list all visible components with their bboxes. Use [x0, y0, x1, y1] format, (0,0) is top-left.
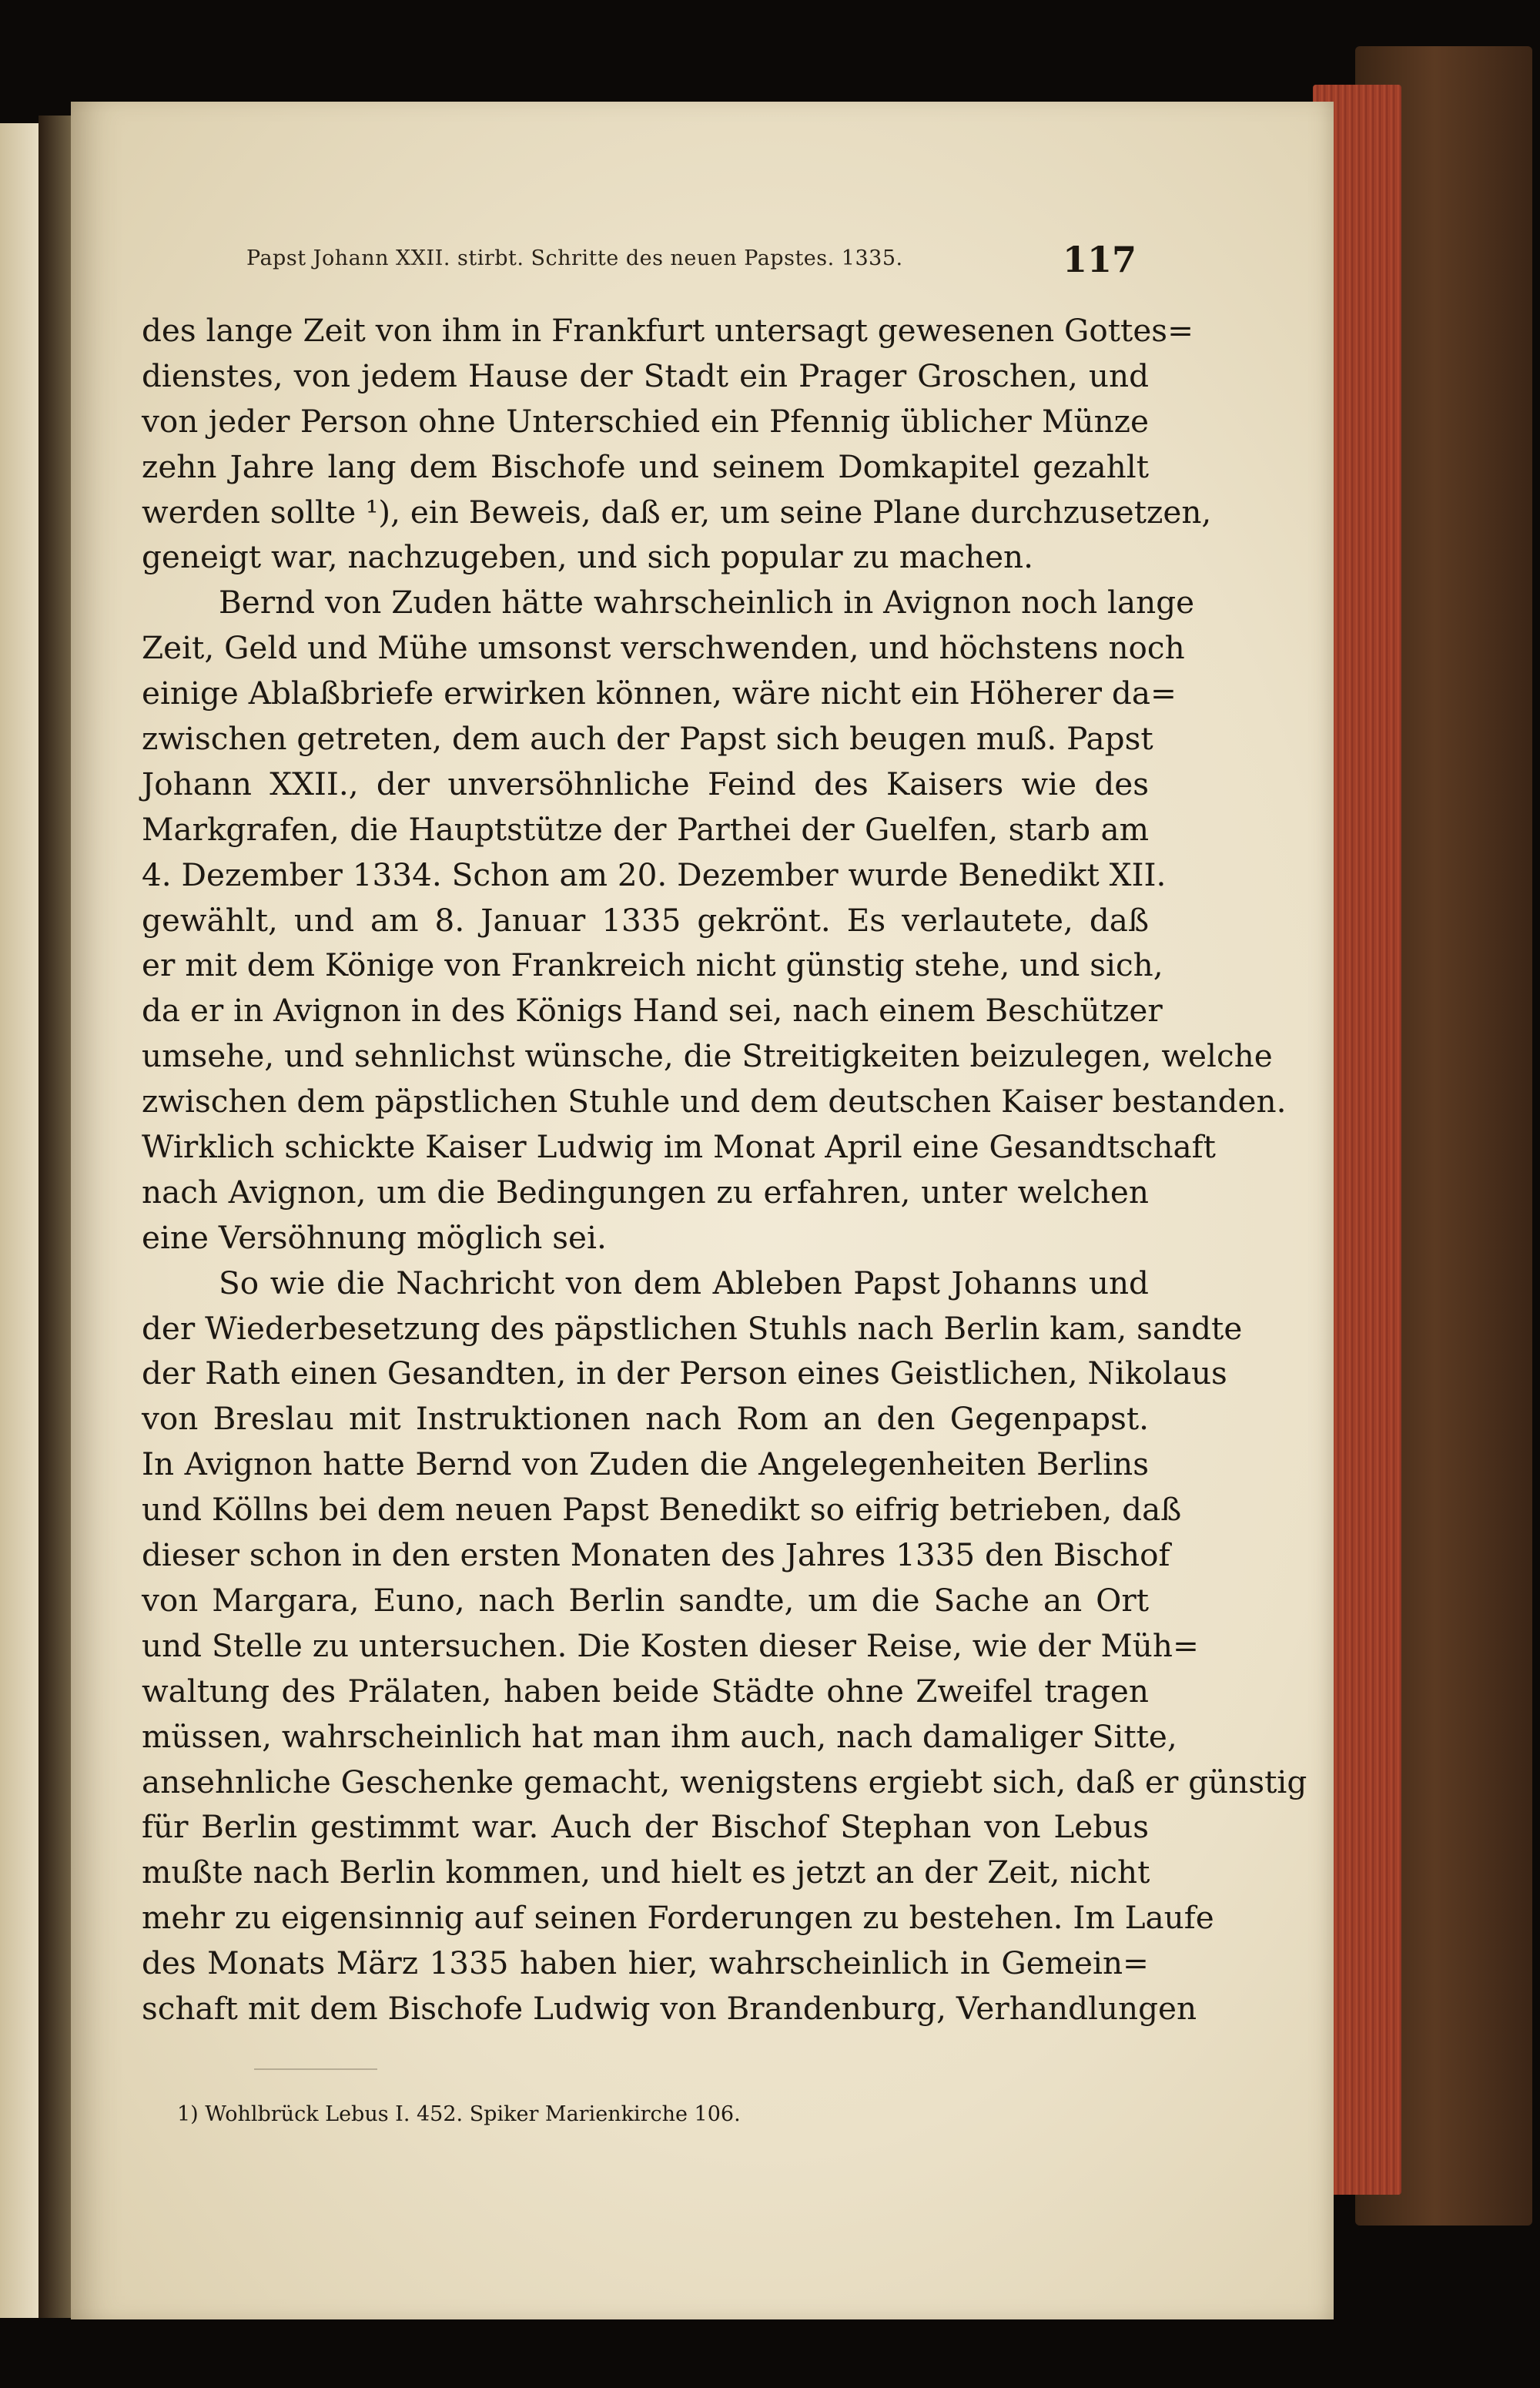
text-line: mehr zu eigensinnig auf seinen Forderungen zu bestehen. Im Laufe — [142, 1899, 1214, 1937]
text-line: Wirklich schickte Kaiser Ludwig im Monat April eine Gesandtschaft — [142, 1128, 1216, 1166]
text-line: müssen, wahrscheinlich hat man ihm auch, nach damaliger Sitte, — [142, 1717, 1177, 1755]
text-line: Markgrafen, die Hauptstütze der Parthei der Guelfen, starb am — [142, 810, 1149, 848]
text-line: dieser schon in den ersten Monaten des Jahres 1335 den Bischof — [142, 1536, 1170, 1574]
text-line: des lange Zeit von ihm in Frankfurt untersagt gewesenen Gottes= — [142, 312, 1194, 349]
page-number: 117 — [1063, 239, 1137, 280]
text-line: waltung des Prälaten, haben beide Städte ohne Zweifel tragen — [142, 1672, 1149, 1710]
text-line: umsehe, und sehnlichst wünsche, die Streitigkeiten beizulegen, welche — [142, 1037, 1273, 1075]
footnote-rule — [254, 2068, 377, 2070]
text-line: werden sollte ¹), ein Beweis, daß er, um seine Plane durchzusetzen, — [142, 493, 1212, 531]
running-head: Papst Johann XXII. stirbt. Schritte des neuen Papstes. 1335. — [246, 246, 903, 270]
text-line: des Monats März 1335 haben hier, wahrscheinlich in Gemein= — [142, 1944, 1149, 1982]
text-line: und Köllns bei dem neuen Papst Benedikt so eifrig betrieben, daß — [142, 1491, 1182, 1529]
text-line: einige Ablaßbriefe erwirken können, wäre nicht ein Höherer da= — [142, 675, 1177, 712]
text-line: gewählt, und am 8. Januar 1335 gekrönt. Es verlautete, daß — [142, 901, 1149, 939]
text-line: ansehnliche Geschenke gemacht, wenigstens ergiebt sich, daß er günstig — [142, 1763, 1307, 1800]
text-line: von jeder Person ohne Unterschied ein Pfennig üblicher Münze — [142, 402, 1149, 440]
text-line: er mit dem Könige von Frankreich nicht günstig stehe, und sich, — [142, 946, 1163, 984]
text-line: Johann XXII., der unversöhnliche Feind des Kaisers wie des — [142, 765, 1149, 802]
text-line: der Wiederbesetzung des päpstlichen Stuhls nach Berlin kam, sandte — [142, 1309, 1243, 1347]
text-line: zehn Jahre lang dem Bischofe und seinem Domkapitel gezahlt — [142, 447, 1149, 485]
text-line: dienstes, von jedem Hause der Stadt ein Prager Groschen, und — [142, 357, 1149, 394]
text-line: Bernd von Zuden hätte wahrscheinlich in Avignon noch lange — [219, 584, 1195, 621]
text-line: zwischen dem päpstlichen Stuhle und dem deutschen Kaiser bestanden. — [142, 1083, 1287, 1120]
text-line: von Breslau mit Instruktionen nach Rom an den Gegenpapst. — [142, 1400, 1149, 1438]
text-line: der Rath einen Gesandten, in der Person eines Geistlichen, Nikolaus — [142, 1355, 1227, 1392]
left-page-sliver — [0, 123, 38, 2318]
text-line: 4. Dezember 1334. Schon am 20. Dezember wurde Benedikt XII. — [142, 856, 1167, 893]
text-line: In Avignon hatte Bernd von Zuden die Angelegenheiten Berlins — [142, 1445, 1149, 1483]
text-line: schaft mit dem Bischofe Ludwig von Brandenburg, Verhandlungen — [142, 1989, 1197, 2027]
text-line: von Margara, Euno, nach Berlin sandte, um die Sache an Ort — [142, 1581, 1149, 1619]
text-line: eine Versöhnung möglich sei. — [142, 1218, 607, 1256]
text-line: nach Avignon, um die Bedingungen zu erfahren, unter welchen — [142, 1173, 1149, 1211]
text-line: mußte nach Berlin kommen, und hielt es jetzt an der Zeit, nicht — [142, 1854, 1150, 1891]
body-text — [142, 308, 1307, 2031]
text-line: geneigt war, nachzugeben, und sich popular zu machen. — [142, 538, 1034, 576]
text-line: So wie die Nachricht von dem Ableben Papst Johanns und — [219, 1264, 1149, 1301]
text-line: da er in Avignon in des Königs Hand sei, nach einem Beschützer — [142, 992, 1163, 1030]
text-line: Zeit, Geld und Mühe umsonst verschwenden, und höchstens noch — [142, 629, 1185, 667]
footnote: 1) Wohlbrück Lebus I. 452. Spiker Marienkirche 106. — [177, 2102, 741, 2126]
text-line: und Stelle zu untersuchen. Die Kosten dieser Reise, wie der Müh= — [142, 1626, 1199, 1664]
text-line: für Berlin gestimmt war. Auch der Bischof Stephan von Lebus — [142, 1808, 1149, 1846]
text-line: zwischen getreten, dem auch der Papst sich beugen muß. Papst — [142, 720, 1153, 758]
